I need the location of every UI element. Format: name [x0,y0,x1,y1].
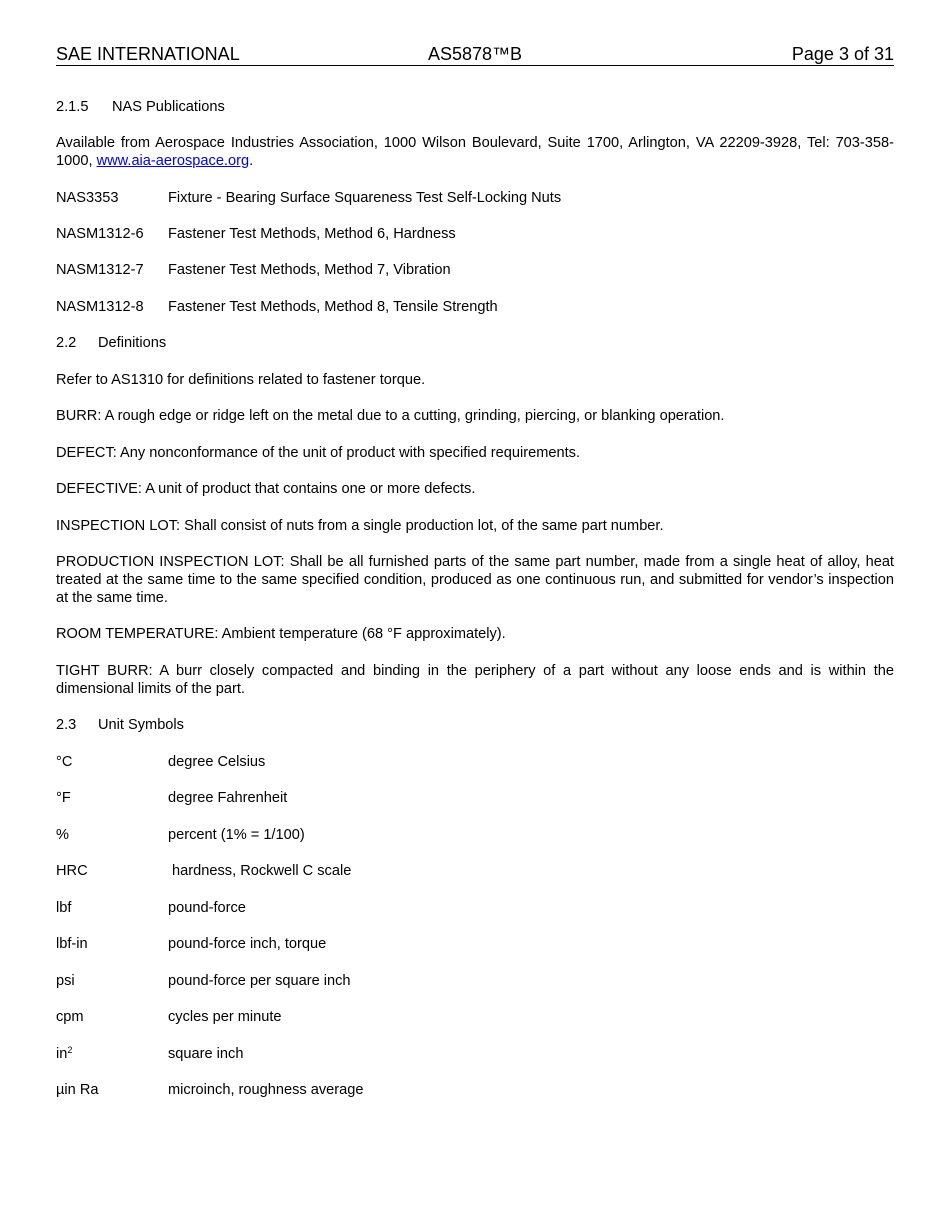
unit-row [56,1081,364,1099]
section-title: Unit Symbols [98,717,184,733]
unit-meaning: square inch [168,1046,244,1062]
unit-meaning: pound-force [168,900,246,916]
section-number: 2.3 [56,717,77,733]
unit-row [56,753,265,771]
header-document-number: AS5878™B [427,44,523,64]
header-organization: SAE INTERNATIONAL [56,44,240,64]
reference-code: NASM1312-7 [56,262,144,278]
unit-symbol: lbf [56,900,72,916]
unit-meaning: hardness, Rockwell C scale [168,863,352,879]
unit-row [56,899,246,917]
reference-code: NASM1312-8 [56,299,144,315]
unit-meaning: pound-force inch, torque [168,936,327,952]
reference-item [56,298,498,316]
page-header [56,43,894,66]
unit-row [56,1045,243,1063]
unit-row [56,935,326,953]
unit-symbol: psi [56,973,75,989]
definition-paragraph: PRODUCTION INSPECTION LOT: Shall be all furnished parts of the same part number, made from a single heat of alloy, heat treated at the same time to the same specified condition, produced as one continuous run, and submitted for vendor’s inspection at the same time. [56,554,894,606]
unit-symbol: % [56,827,69,843]
reference-item [56,189,561,207]
section-number: 2.1.5 [56,99,89,115]
definition-paragraph: Refer to AS1310 for definitions related to fastener torque. [56,372,426,388]
header-page-number: Page 3 of 31 [791,44,894,64]
unit-row [56,789,287,807]
reference-title: Fastener Test Methods, Method 8, Tensile Strength [168,299,498,315]
unit-symbol: lbf-in [56,936,88,952]
unit-meaning: percent (1% = 1/100) [168,827,305,843]
definition-paragraph: DEFECT: Any nonconformance of the unit of product with specified requirements. [56,445,581,461]
reference-item [56,225,456,243]
unit-meaning: microinch, roughness average [168,1082,364,1098]
unit-meaning: degree Celsius [168,754,266,770]
section-number: 2.2 [56,335,77,351]
unit-row [56,826,305,844]
definition-paragraph: TIGHT BURR: A burr closely compacted and binding in the periphery of a part without any loose ends and is within the dimensional limits of the part. [56,663,894,697]
unit-meaning: cycles per minute [168,1009,282,1025]
unit-symbol: $in^2$ [56,1045,73,1062]
unit-meaning: pound-force per square inch [168,973,351,989]
unit-symbol: °C [56,754,73,770]
definition-paragraph: DEFECTIVE: A unit of product that contains one or more defects. [56,481,476,497]
definition-paragraph: INSPECTION LOT: Shall consist of nuts from a single production lot, of the same part number. [56,518,664,534]
definition-paragraph: ROOM TEMPERATURE: Ambient temperature (68 °F approximately). [56,626,506,642]
unit-symbol: HRC [56,863,88,879]
reference-title: Fixture - Bearing Surface Squareness Test Self-Locking Nuts [168,190,562,206]
reference-code: NAS3353 [56,190,119,206]
unit-row [56,972,351,990]
unit-meaning: degree Fahrenheit [168,790,288,806]
definition-paragraph: BURR: A rough edge or ridge left on the metal due to a cutting, grinding, piercing, or blanking operation. [56,408,725,424]
section-heading-2-1-5 [56,98,225,116]
reference-item [56,261,451,279]
section-heading-2-3 [56,716,184,734]
unit-row [56,862,351,880]
reference-code: NASM1312-6 [56,226,144,242]
unit-symbol: µin Ra [56,1082,99,1098]
unit-symbol: °F [56,790,71,806]
unit-symbol: cpm [56,1009,84,1025]
section-title: NAS Publications [112,99,225,115]
section-heading-2-2 [56,334,166,352]
availability-paragraph: Available from Aerospace Industries Association, 1000 Wilson Boulevard, Suite 1700, Arlington, VA 22209-3928, Tel: 703-358-1000, www.aia-aerospace.org. [56,135,894,169]
aia-website-link[interactable]: www.aia-aerospace.org [96,153,250,169]
reference-title: Fastener Test Methods, Method 7, Vibration [168,262,451,278]
unit-row [56,1008,282,1026]
superscript-2: 2 [67,1045,73,1055]
reference-title: Fastener Test Methods, Method 6, Hardness [168,226,456,242]
section-title: Definitions [98,335,167,351]
